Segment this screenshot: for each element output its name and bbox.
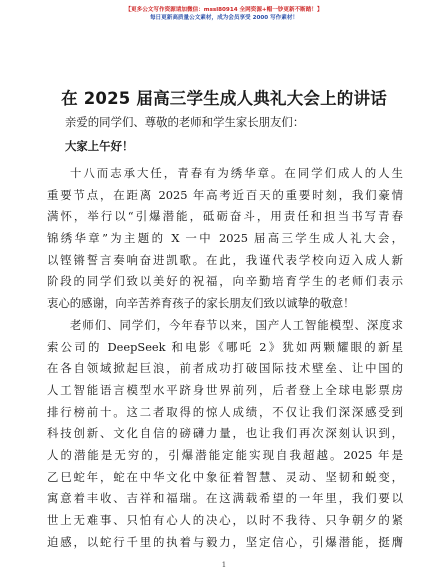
promo-banner-line-1: 【更多公文写作资源请加微信：mssl80914 全网资源+帽一钞更新不断踏！】 bbox=[125, 7, 323, 13]
body-line: 寓意着丰收、吉祥和福瑞。在这满载希望的一年里，我们要以 bbox=[47, 491, 403, 506]
salutation: 亲爱的同学们、尊敬的老师和学生家长朋友们： bbox=[65, 115, 305, 129]
document-title: 在 2025 届高三学生成人典礼大会上的讲话 bbox=[61, 89, 387, 108]
promo-banner bbox=[0, 6, 448, 22]
body-line: 重要节点，在距离 2025 年高考近百天的重要时刻，我们豪情 bbox=[47, 187, 403, 202]
body-line: 在各自领域掀起巨浪，前者成功打破国际技术壁垒、让中国的 bbox=[47, 361, 403, 376]
body-line: 衷心的感谢，向辛苦养育孩子的家长朋友们致以诚挚的敬意！ bbox=[47, 296, 355, 311]
body-line: 人工智能语言模型水平跻身世界前列，后者登上全球电影票房 bbox=[47, 382, 403, 397]
body-line: 十八而志承大任，青春有为绣华章。在同学们成人的人生 bbox=[70, 166, 403, 180]
speech-body bbox=[47, 163, 403, 553]
body-line: 科技创新、文化自信的磅礴力量，也让我们再次深刻认识到， bbox=[47, 426, 403, 441]
body-line: 迫感，以蛇行千里的执着与毅力，坚定信心，引爆潜能，挺膺 bbox=[47, 534, 403, 549]
body-line: 人的潜能是无穷的，引爆潜能定能实现自我超越。2025 年是 bbox=[47, 447, 403, 462]
body-line: 锦绣华章”为主题的 X 一中 2025 届高三学生成人礼大会， bbox=[47, 231, 403, 246]
body-line: 世上无难事、只怕有心人的决心，以时不我待、只争朝夕的紧 bbox=[47, 513, 403, 527]
body-line: 乙巳蛇年，蛇在中华文化中象征着智慧、灵动、坚韧和蜕变， bbox=[47, 469, 403, 484]
body-line: 以铿锵誓言奏响奋进凯歌。在此，我谨代表学校向迈入成人新 bbox=[47, 252, 403, 267]
body-line: 阶段的同学们致以美好的祝福，向辛勤培育学生的老师们表示 bbox=[47, 274, 403, 289]
body-line: 满怀，举行以“引爆潜能，砥砺奋斗，用责任和担当书写青春 bbox=[47, 209, 403, 224]
body-line: 排行榜前十。这二者取得的惊人成绩，不仅让我们深深感受到 bbox=[47, 404, 403, 419]
body-line: 索公司的 DeepSeek 和电影《哪吒 2》犹如两颗耀眼的新星 bbox=[47, 339, 403, 354]
greeting: 大家上午好！ bbox=[65, 139, 134, 153]
body-line: 老师们、同学们，今年春节以来，国产人工智能模型、深度求 bbox=[70, 317, 403, 332]
page-number: 1 bbox=[221, 561, 227, 569]
promo-banner-line-2: 每日更新高质量公文素材，成为会员享受 2000 写作素材！ bbox=[149, 15, 299, 21]
